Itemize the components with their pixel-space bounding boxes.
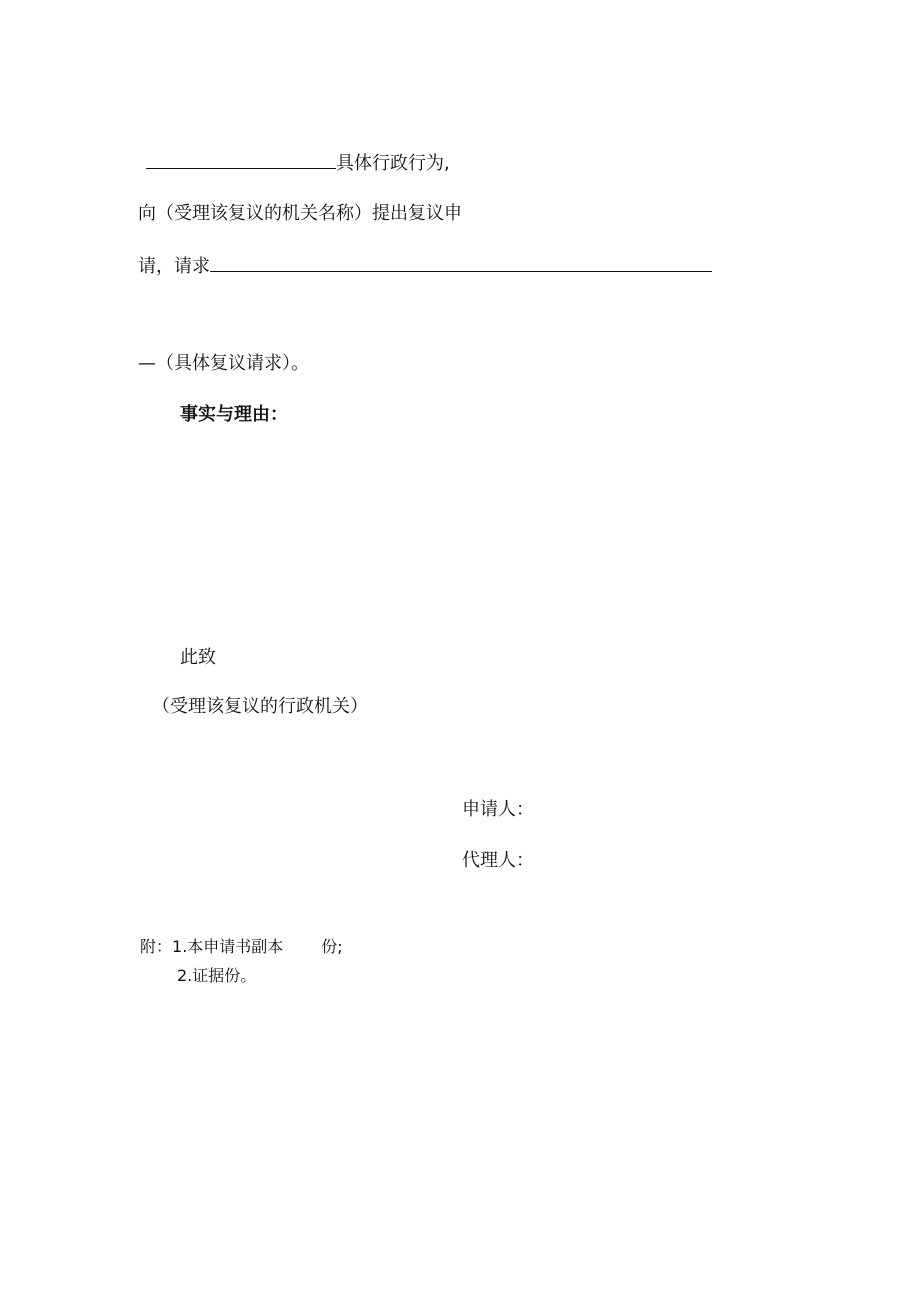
line-text: 请，请求 (138, 256, 210, 277)
attachment-item-1: 1.本申请书副本 (172, 937, 284, 956)
attachment-label: 附： (140, 937, 173, 956)
agent-label: 代理人： (462, 850, 534, 871)
fill-blank (146, 152, 336, 169)
salutation-text: 此致 (180, 647, 216, 668)
line-text: 具体行政行为, (336, 153, 450, 174)
line-request (138, 255, 712, 278)
facts-heading (180, 404, 288, 426)
applicant-signature (462, 799, 534, 821)
salutation (180, 647, 216, 669)
attachment-item-2: 2.证据份。 (177, 966, 257, 985)
facts-heading-text: 事实与理由： (180, 404, 288, 425)
recipient-text: （受理该复议的行政机关） (152, 696, 368, 717)
recipient (152, 696, 368, 718)
line-text: —（具体复议请求）。 (138, 353, 309, 374)
line-text: 向（受理该复议的机关名称）提出复议申 (138, 203, 462, 224)
attachment-line-1 (140, 936, 343, 958)
attachment-line-2 (177, 965, 256, 987)
fill-blank (210, 255, 712, 272)
line-administrative-act (146, 152, 450, 175)
line-specific-request (138, 353, 309, 375)
applicant-label: 申请人： (462, 799, 534, 820)
agent-signature (462, 850, 534, 872)
line-review-authority (138, 203, 462, 225)
attachment-item-1-suffix: 份; (321, 937, 343, 956)
